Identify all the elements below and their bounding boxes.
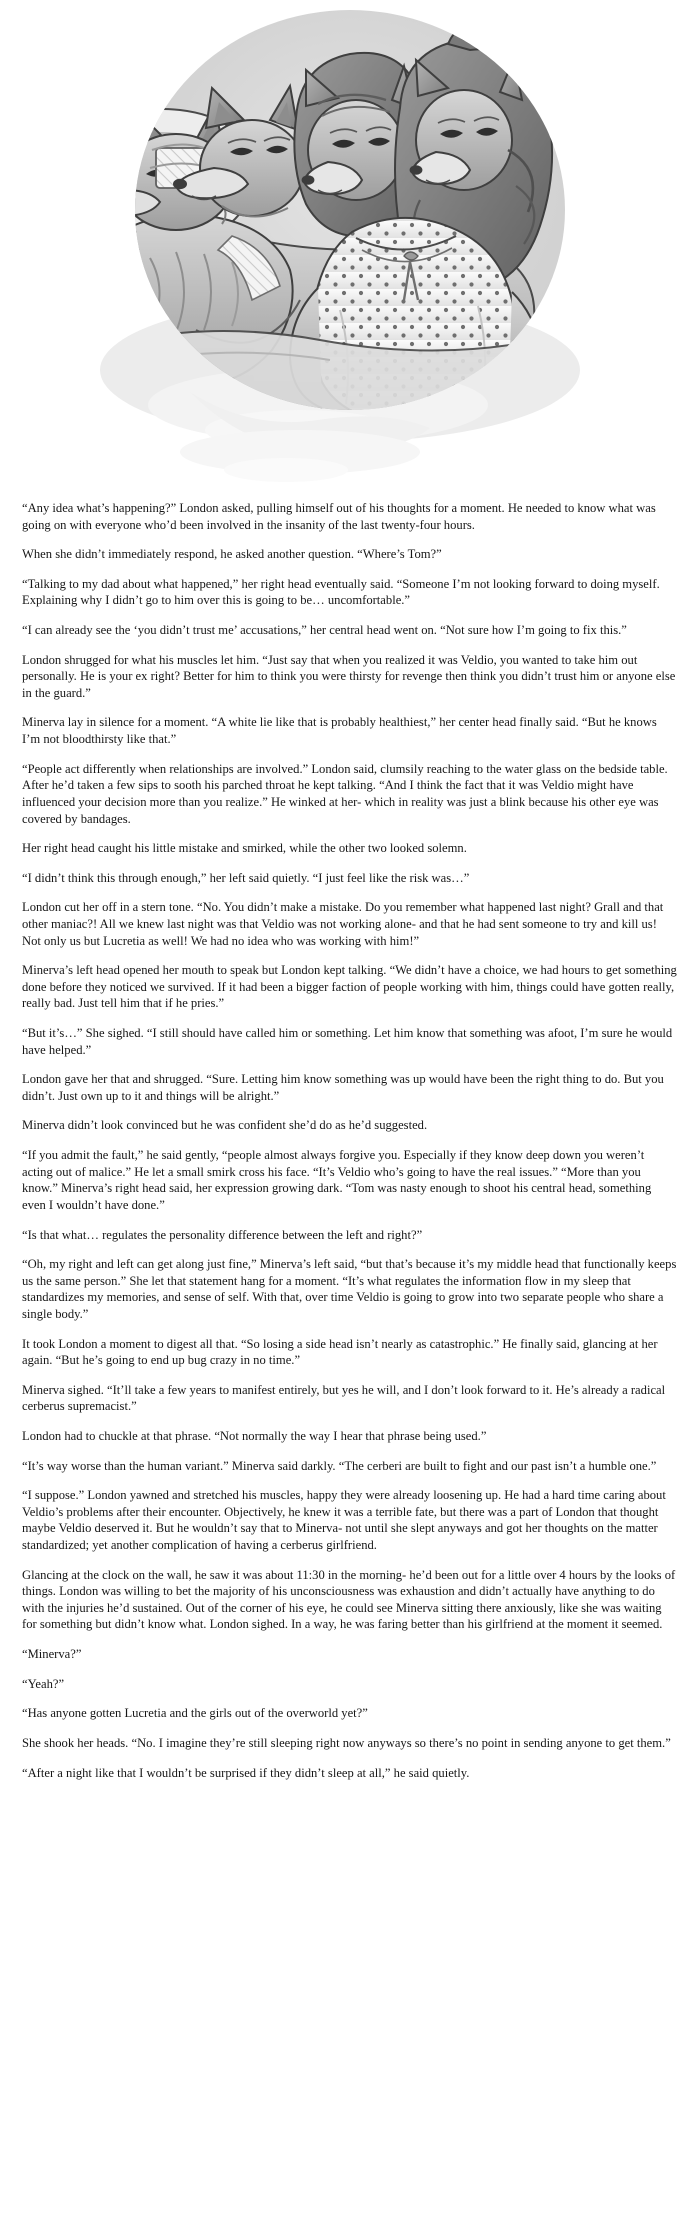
story-paragraph: She shook her heads. “No. I imagine they’re still sleeping right now anyways so there’s no point in sending anyone to get them.” bbox=[22, 1735, 671, 1750]
story-paragraph: “But it’s…” She sighed. “I still should have called him or something. Let him know that something was afoot, I’m sure he would have helped.” bbox=[22, 1026, 673, 1057]
story-paragraph: “Any idea what’s happening?” London asked, pulling himself out of his thoughts for a moment. He needed to know what was going on with everyone who’d been involved in the insanity of the last twenty-four hours. bbox=[22, 501, 656, 532]
story-paragraph: Glancing at the clock on the wall, he saw it was about 11:30 in the morning- he’d been out for a little over 4 hours by the looks of things. London was willing to bet the majority of his unconsciousness was exhaustion and didn’t actually have anything to do with the injuries he’d sustained. Out of the corner of his eye, he could see Minerva sitting there anxiously, like she was waiting for something but didn’t know what. London sighed. In a way, he was faring better than his girlfriend at the moment it seemed. bbox=[22, 1567, 676, 1632]
story-paragraph: Minerva didn’t look convinced but he was confident she’d do as he’d suggested. bbox=[22, 1118, 428, 1133]
story-paragraph: London shrugged for what his muscles let him. “Just say that when you realized it was Veldio, you wanted to take him out personally. He is your ex right? Better for him to think you were thirsty for revenge then think you didn’t trust him or anyone else in the guard.” bbox=[22, 652, 676, 700]
story-paragraph: It took London a moment to digest all that. “So losing a side head isn’t nearly as catastrophic.” He finally said, glancing at her again. “But he’s going to end up bug crazy in no time.” bbox=[22, 1336, 658, 1368]
story-paragraph: “Yeah?” bbox=[22, 1676, 65, 1691]
cerberus-illustration bbox=[0, 0, 700, 500]
story-paragraph: London had to chuckle at that phrase. “Not normally the way I hear that phrase being used.” bbox=[22, 1428, 487, 1443]
story-paragraph: “People act differently when relationships are involved.” London said, clumsily reaching to the water glass on the bedside table. After he’d taken a few sips to sooth his parched throat he kept talking. “And I think the fact that it was Veldio might have influenced your decision more than you realize.” He winked at her- which in reality was just a blink because his other eye was covered by bandages. bbox=[22, 761, 668, 826]
story-body bbox=[0, 500, 700, 1824]
story-paragraph: “I suppose.” London yawned and stretched his muscles, happy they were already loosening up. He had a hard time caring about Veldio’s problems after their encounter. Objectively, he knew it was a terrible fate, but there was a part of London that thought maybe Veldio deserved it. But he wouldn’t say that to Minerva- not until she slept anyways and got her thoughts on the matter standardized; yet another complication of having a cerberus girlfriend. bbox=[22, 1488, 666, 1553]
story-paragraph: London gave her that and shrugged. “Sure. Letting him know something was up would have been the right thing to do. But you didn’t. Just own up to it and things will be alright.” bbox=[22, 1072, 664, 1103]
story-paragraph: “I can already see the ‘you didn’t trust me’ accusations,” her central head went on. “Not sure how I’m going to fix this.” bbox=[22, 623, 627, 638]
story-paragraph: Minerva’s left head opened her mouth to speak but London kept talking. “We didn’t have a choice, we had hours to get something done before they noticed we survived. If it had been a bigger faction of people working with him, things could have gotten really, really bad. Just tell him that if he pries.” bbox=[22, 963, 677, 1011]
story-paragraph: “After a night like that I wouldn’t be surprised if they didn’t sleep at all,” he said quietly. bbox=[22, 1765, 470, 1780]
story-paragraph: When she didn’t immediately respond, he asked another question. “Where’s Tom?” bbox=[22, 547, 442, 562]
story-paragraph: “Oh, my right and left can get along just fine,” Minerva’s left said, “but that’s because it’s my middle head that functionally keeps us the same person.” She let that statement hang for a moment. “It’s what regulates the information flow in my sleep that standardizes my memories, and sense of self. With that, over time Veldio is going to grow into two separate people who share a single body.” bbox=[22, 1257, 677, 1321]
story-paragraph: “Has anyone gotten Lucretia and the girls out of the overworld yet?” bbox=[22, 1706, 368, 1721]
story-paragraph: “Minerva?” bbox=[22, 1647, 82, 1662]
story-paragraph: Her right head caught his little mistake and smirked, while the other two looked solemn. bbox=[22, 841, 467, 856]
story-paragraph: “If you admit the fault,” he said gently, “people almost always forgive you. Especially if they know deep down you weren’t acting out of malice.” He let a small smirk cross his face. “It’s Veldio who’s going to have the real issues.” “More than you know.” Minerva’s right head said, her expression growing dark. “Tom was nasty enough to shoot his central head, something even I wouldn’t have done.” bbox=[22, 1148, 652, 1212]
story-paragraph: “Is that what… regulates the personality difference between the left and right?” bbox=[22, 1227, 423, 1242]
story-paragraph: Minerva sighed. “It’ll take a few years to manifest entirely, but yes he will, and I don’t look forward to it. He’s already a radical cerberus supremacist.” bbox=[22, 1382, 666, 1414]
illustration-container bbox=[0, 0, 700, 500]
story-paragraph: London cut her off in a stern tone. “No. You didn’t make a mistake. Do you remember what happened last night? Grall and that other maniac?! All we knew last night was that Veldio was not working alone- and that he had sent someone to try and kill us! Not only us but Lucretia as well! We had no idea who was working with him!” bbox=[22, 900, 664, 948]
story-paragraph: “Talking to my dad about what happened,” her right head eventually said. “Someone I’m not looking forward to doing myself. Explaining why I didn’t go to him over this is going to be… uncomfortable.” bbox=[22, 576, 660, 608]
story-paragraph: Minerva lay in silence for a moment. “A white lie like that is probably healthiest,” her center head finally said. “But he knows I’m not bloodthirsty like that.” bbox=[22, 715, 657, 747]
story-paragraph: “It’s way worse than the human variant.” Minerva said darkly. “The cerberi are built to fight and our past isn’t a humble one.” bbox=[22, 1458, 657, 1473]
story-paragraph: “I didn’t think this through enough,” her left said quietly. “I just feel like the risk was…” bbox=[22, 870, 470, 885]
